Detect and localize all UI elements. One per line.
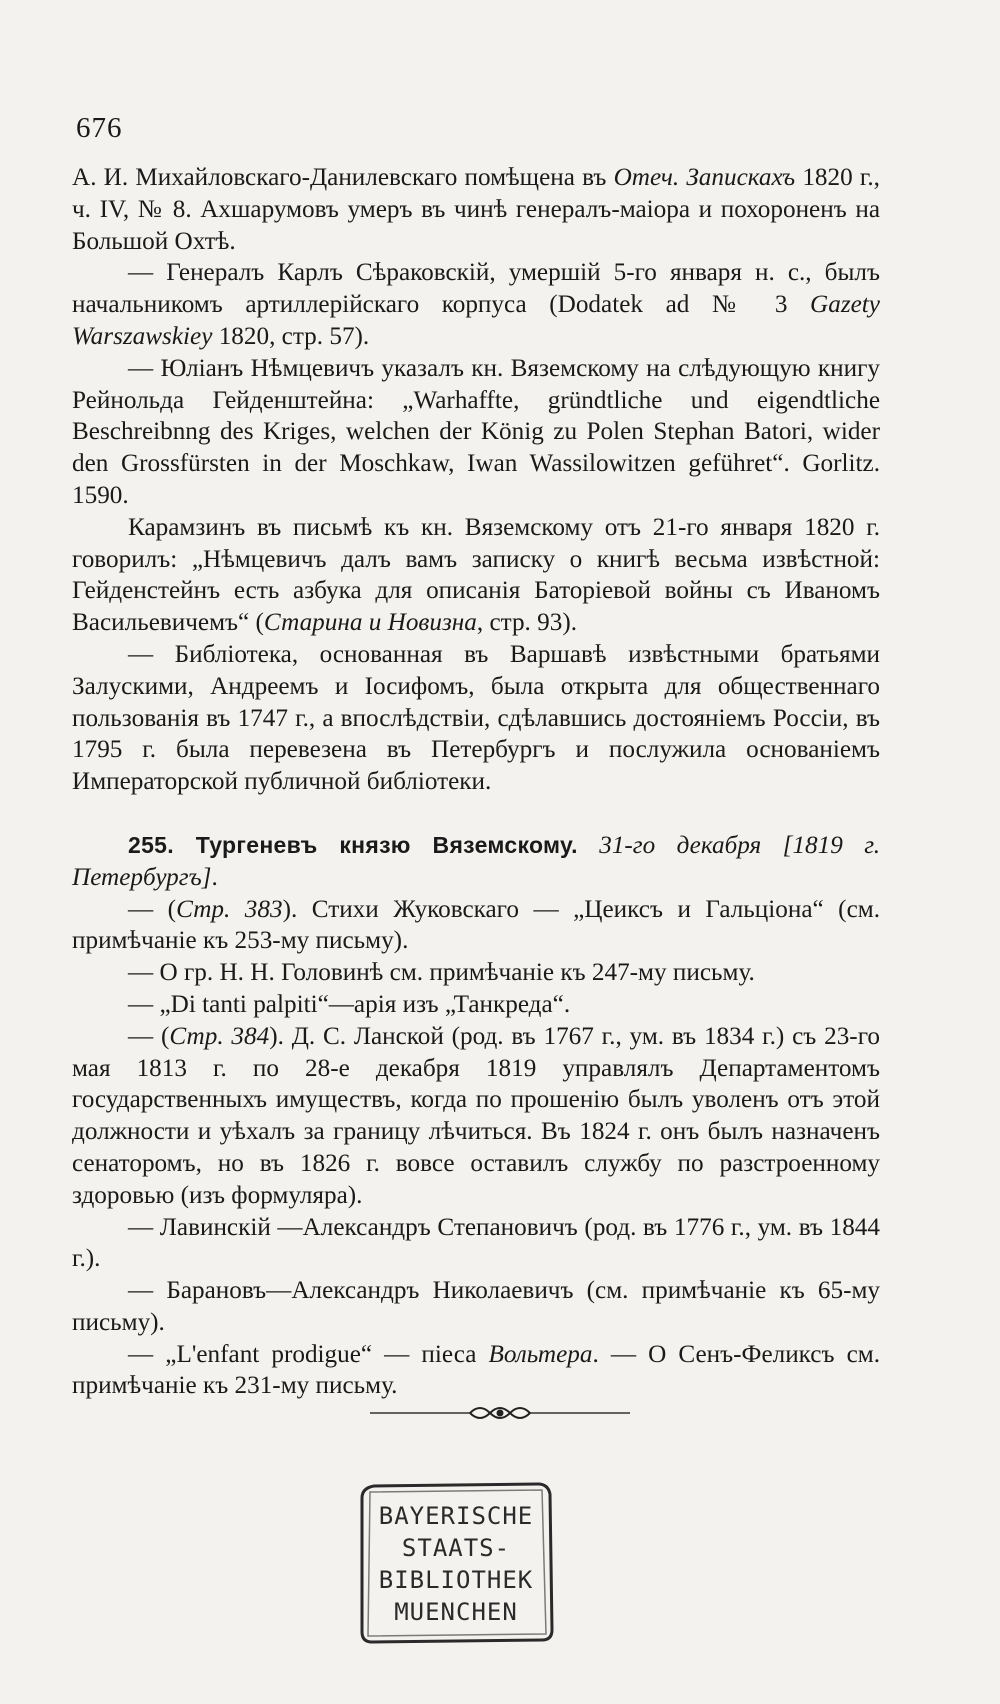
text-run: Карамзинъ въ письмѣ къ кн. Вяземскому отъ 21-го января 1820 г. говорилъ: „Нѣмцевичъ далъ вамъ записку о книгѣ весьма извѣстной: Гейденстейнъ есть азбука для описанія Баторіевой войны съ Иваномъ Васильевичемъ“ ( [72, 513, 880, 637]
text-run: . [211, 863, 218, 891]
letter-heading: 255. Тургеневъ князю Вяземскому. [128, 831, 578, 858]
text-run: ). Д. С. Ланской (род. въ 1767 г., ум. въ 1834 г.) съ 23-го мая 1813 г. по 28-е декабря 1819 управлялъ Департаментомъ государственныхъ имуществъ, когда по прошенію былъ уволенъ отъ этой должности и уѣхалъ за границу лѣчиться. Въ 1824 г. онъ былъ назначенъ сенаторомъ, но въ 1826 г. вовсе оставилъ службу по разстроенному здоровью (изъ формуляра). [72, 1022, 880, 1209]
text-run: — О гр. Н. Н. Головинѣ см. примѣчаніе къ 247-му письму. [128, 959, 755, 987]
text-run: — „L'enfant prodigue“ — піеса [128, 1340, 489, 1368]
stamp-line: BAYERISCHE [378, 1502, 534, 1530]
page-number: 676 [76, 112, 123, 144]
section-end-ornament [370, 1398, 630, 1428]
text-run: — Библіотека, основанная въ Варшавѣ извѣстными братьями Залускими, Андреемъ и Іосифомъ, была открыта для общественнаго пользованія въ 1747 г., а впослѣдствіи, сдѣлавшись достояніемъ Россіи, въ 1795 г. была перевезена въ Петербургъ и послужила основаніемъ Императорской публичной библіотеки. [72, 640, 880, 796]
stamp-line: STAATS- [401, 1534, 511, 1562]
text-run [578, 832, 599, 859]
library-stamp [356, 1480, 556, 1644]
text-run: — Генералъ Карлъ Сѣраковскій, умершій 5-го января н. с., былъ начальникомъ артиллерійскаго корпуса (Dodatek ad № 3 [72, 259, 880, 319]
paragraph-p4 [72, 512, 880, 639]
paragraph-p1 [72, 162, 880, 257]
text-run: — ( [128, 1022, 170, 1050]
text-run: А. И. Михайловскаго-Данилевскаго помѣщена въ [72, 164, 614, 191]
text-run: . — О Сенъ-Феликсъ см. примѣчаніе къ 231-му письму. [72, 1340, 880, 1400]
text-run: — Юліанъ Нѣмцевичъ указалъ кн. Вяземскому на слѣдующую книгу Рейнольда Гейденштейна: „Warhaffte, gründtliche und eigendtliche Beschreibnng des Kriges, welchen der König zu Polen Stephan Batori, wider den Grossfürsten in der Moschkaw, Iwan Wassilowitzen geführet“. Gorlitz. 1590. [72, 354, 880, 509]
paragraph-p10 [72, 1021, 880, 1212]
paragraph-p6 [72, 830, 880, 894]
text-run: , стр. 93). [476, 609, 578, 637]
text-run: ). Стихи Жуковскаго — „Цеиксъ и Гальціона“ (см. примѣчаніе къ 253-му письму). [72, 895, 880, 955]
text-run: — Барановъ—Александръ Николаевичъ (см. примѣчаніе къ 65-му письму). [72, 1277, 880, 1336]
italic-text: Отеч. Запискахъ [613, 164, 796, 191]
paragraph-p7 [72, 894, 880, 958]
italic-text: Стр. 383 [176, 895, 283, 923]
italic-text: 31-го декабря [1819 г. Петербургъ] [72, 831, 881, 891]
paragraph-p11 [72, 1212, 880, 1276]
italic-text: Старина и Новизна [263, 609, 477, 637]
paragraph-p12 [72, 1275, 880, 1339]
paragraph-p9 [72, 989, 880, 1021]
stamp-line: BIBLIOTHEK [378, 1566, 534, 1594]
text-run: — „Di tanti palpiti“—арія изъ „Танкреда“. [128, 990, 571, 1018]
italic-text: Вольтера [488, 1340, 593, 1368]
paragraph-p2 [72, 257, 880, 352]
stamp-line: MUENCHEN [394, 1598, 518, 1626]
text-run: 1820 г., ч. IV, № 8. Ахшарумовъ умеръ въ чинѣ генералъ-маіора и похороненъ на Большой Охтѣ. [72, 164, 880, 255]
text-run: 1820, стр. 57). [212, 322, 370, 350]
paragraph-p13 [72, 1339, 880, 1403]
text-run: — ( [128, 895, 177, 923]
body-text [72, 162, 880, 1402]
italic-text: Gazety Warszawskiey [72, 291, 880, 350]
paragraph-p3 [72, 353, 880, 512]
paragraph-p8 [72, 957, 880, 989]
paragraph-p5 [72, 639, 880, 798]
text-run: — Лавинскій —Александръ Степановичъ (род. въ 1776 г., ум. въ 1844 г.). [72, 1213, 880, 1273]
section-gap [72, 798, 880, 830]
italic-text: Стр. 384 [169, 1022, 270, 1050]
